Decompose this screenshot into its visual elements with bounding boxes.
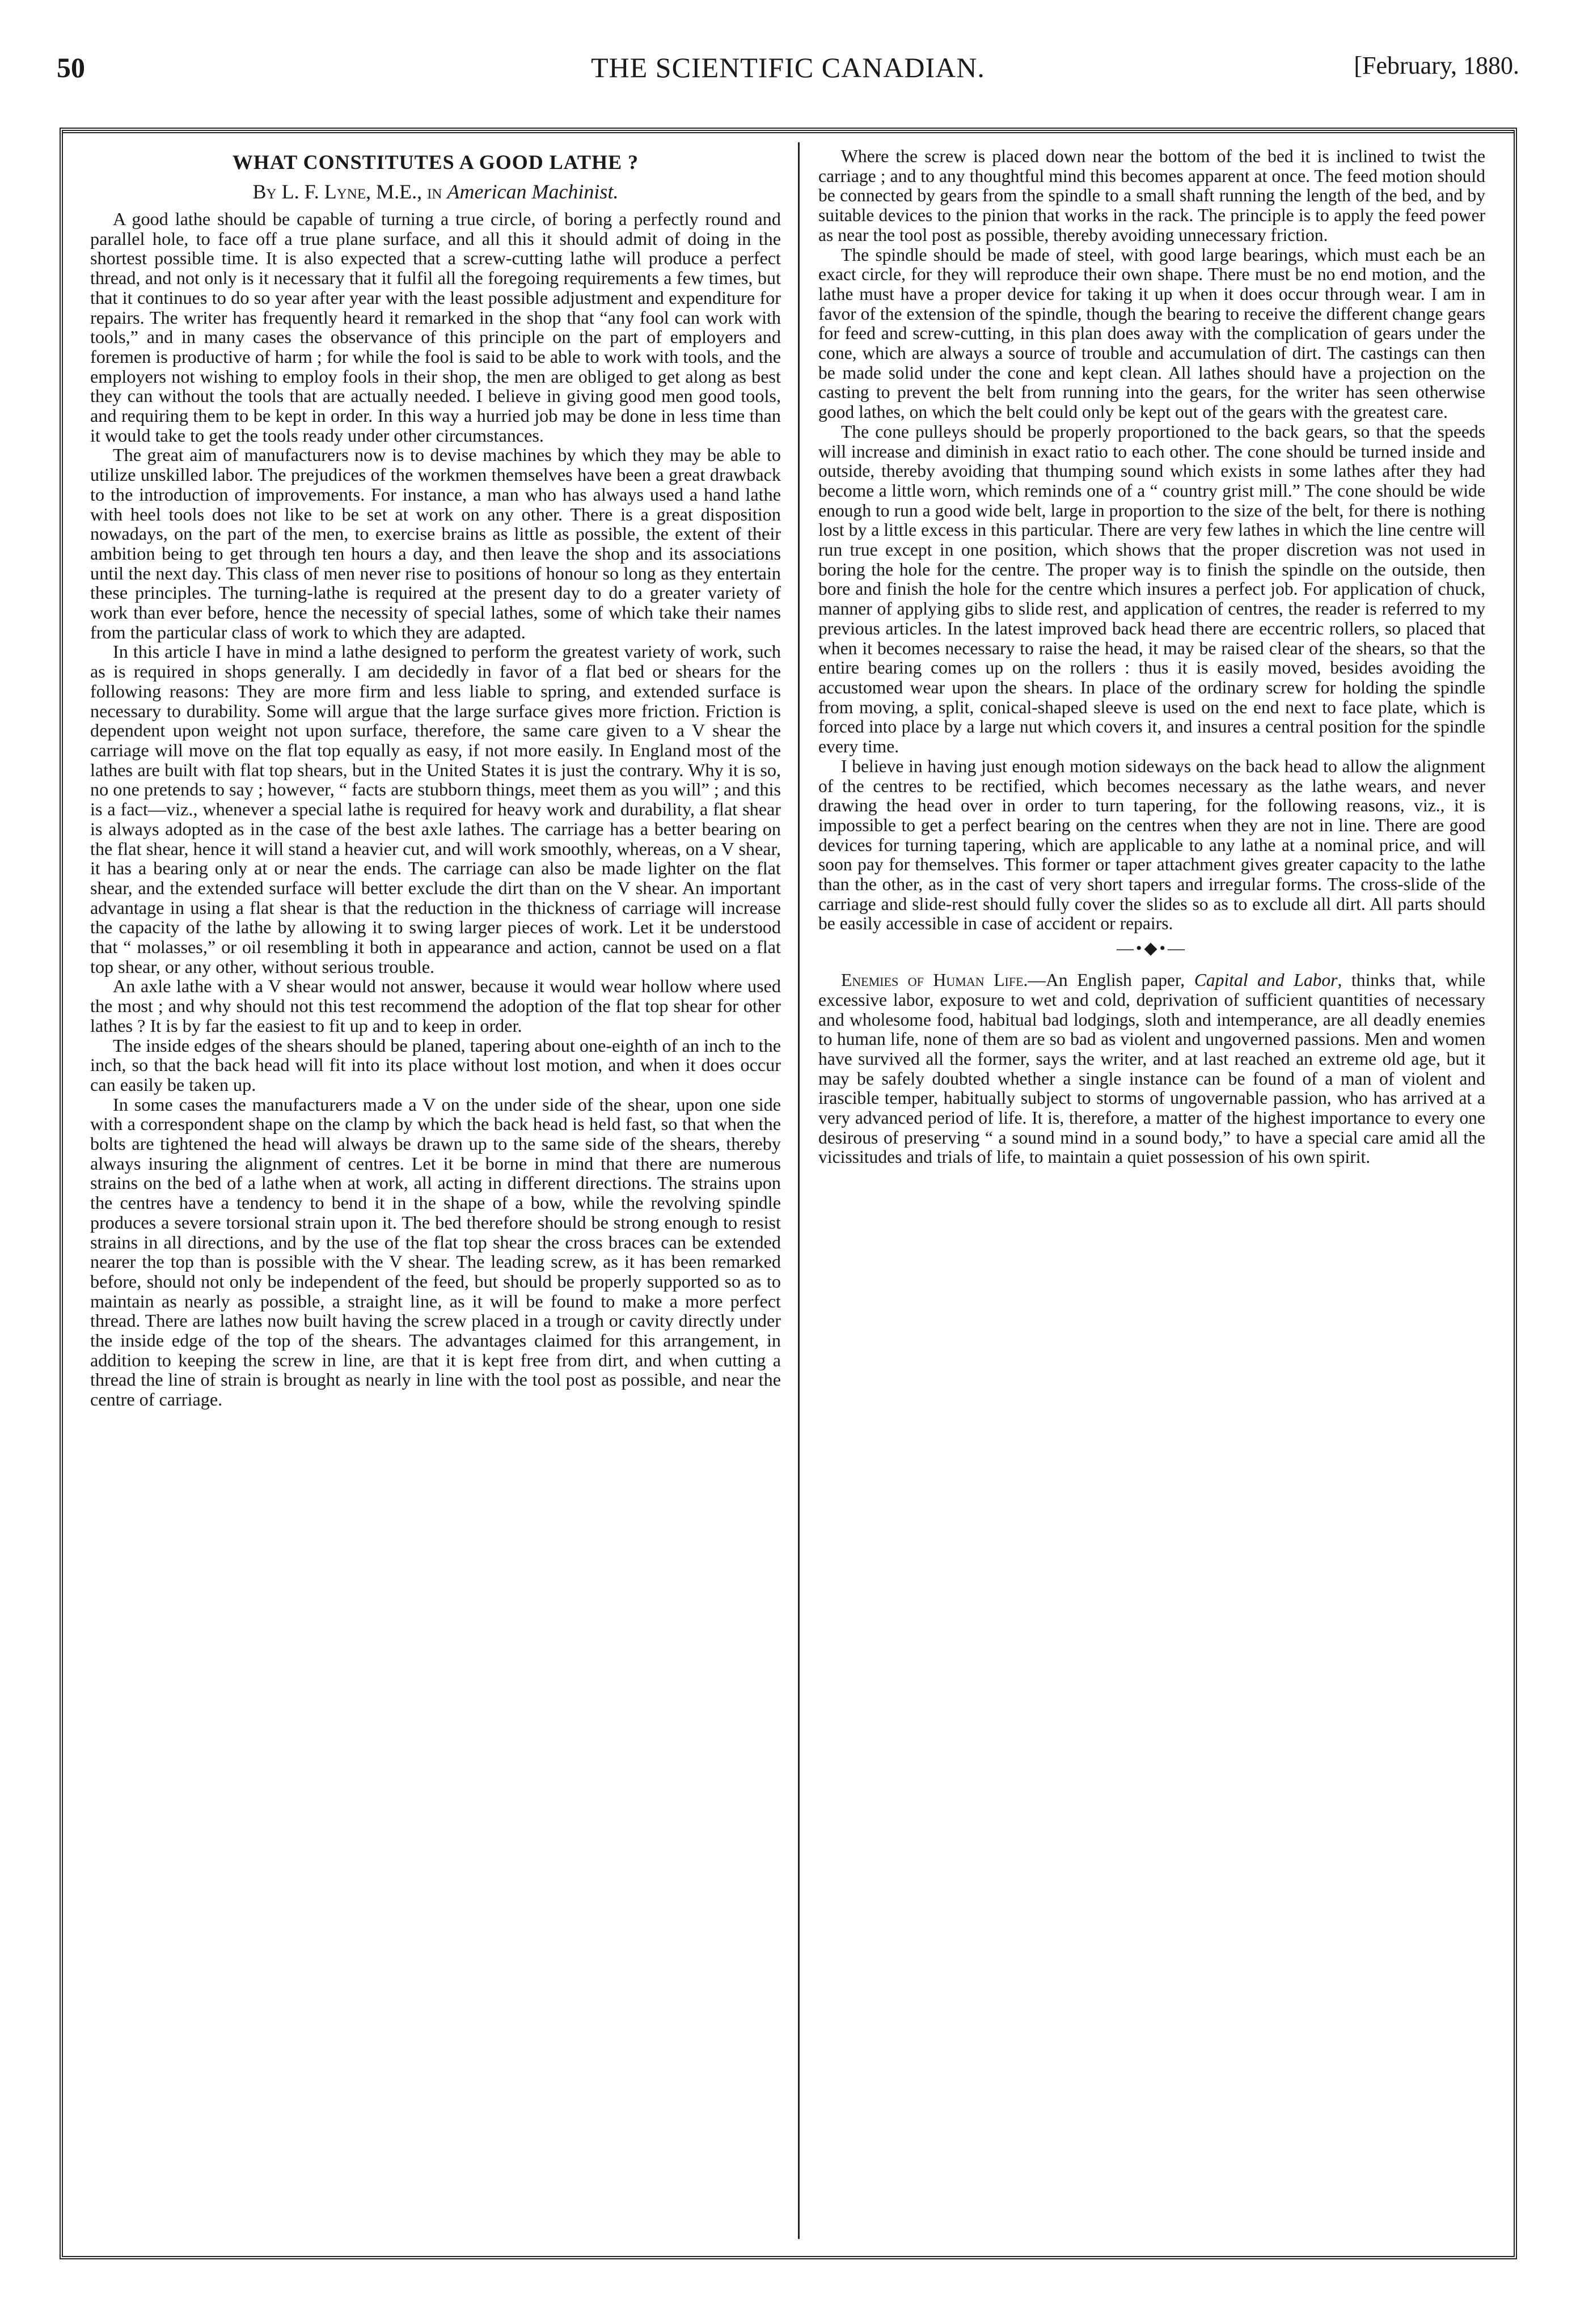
byline-source: American Machinist. [447,180,619,203]
article-paragraph: The spindle should be made of steel, with good large bearings, which must each be an exact circle, for they will reproduce their own shape. There must be no end motion, and the lathe must have a proper device for taking it up when it does occur through wear. I am in favor of the extension of the spindle, though the bearing to receive the different change gears for feed and screw-cutting, in this plan does away with the complication of gears under the cone, which are always a source of trouble and accumulation of dirt. The castings can then be made solid under the cone and kept clean. All lathes should have a projection on the casting to prevent the belt from running into the gears, for the writer has seen otherwise good lathes, on which the belt could only be kept out of the gears with the greatest care. [818,244,1485,422]
note-text-a: —An English paper, [1028,970,1185,990]
article-paragraph: The inside edges of the shears should be planed, tapering about one-eighth of an inch to the inch, so that the back head will fit into its place without lost motion, and when it does occur can easily be taken up. [90,1035,781,1095]
publication-title: THE SCIENTIFIC CANADIAN. [591,52,985,83]
article-title: WHAT CONSTITUTES A GOOD LATHE ? [232,151,639,173]
note-paragraph [818,971,1485,1167]
article-paragraph: Where the screw is placed down near the bottom of the bed it is inclined to twist the carriage ; and to any thoughtful mind this becomes apparent at once. The feed motion should be connected by gears from the spindle to a small shaft running the length of the bed, and by suitable devices to the pinion that works in the rack. The principle is to apply the feed power as near the tool post as possible, thereby avoiding unnecessary friction. [818,147,1485,245]
article-paragraph: I believe in having just enough motion sideways on the back head to allow the alignment of the centres to be rectified, which becomes necessary as the lathe wears, and never drawing the head over in order to turn tapering, for the following reasons, viz., it is impossible to get a perfect bearing on the centres when they are not in line. There are good devices for turning tapering, which are applicable to any lathe at a nominal price, and will soon pay for themselves. This former or taper attachment gives greater capacity to the lathe than the other, as in the cast of very short tapers and irregular forms. The cross-slide of the carriage and slide-rest should fully cover the slides so as to exclude all dirt. All parts should be easily accessible in case of accident or repairs. [818,756,1485,934]
article-paragraph: A good lathe should be capable of turning a true circle, of boring a perfectly round and parallel hole, to face off a true plane surface, and all this it should admit of doing in the shortest possible time. It is also expected that a screw-cutting lathe will produce a perfect thread, and not only is it necessary that it fulfil all the foregoing requirements a few times, but that it continues to do so year after year with the least possible adjustment and expenditure for repairs. The writer has frequently heard it remarked in the shop that “any fool can work with tools,” and in many cases the observance of this principle on the part of employers and foremen is productive of harm ; for while the fool is said to be able to work with tools, and the employers not wishing to employ fools in their shop, the men are obliged to get along as best they can without the tools that are actually needed. I believe in giving good men good tools, and requiring them to be kept in order. In this way a hurried job may be done in less time than it would take to get the tools ready under other circumstances. [90,209,781,446]
frame-rule [63,132,1514,133]
article-paragraph: The great aim of manufacturers now is to devise machines by which they may be able to utilize unskilled labor. The prejudices of the workmen themselves have been a great drawback to the introduction of improvements. For instance, a man who has always used a hand lathe with heel tools does not like to be set at work on any other. There is a great disposition nowadays, on the part of the men, to exercise brains as little as possible, the extent of their ambition being to get through ten hours a day, and then leave the shop and its associations until the next day. This class of men never rise to positions of honour so long as they entertain these principles. The turning-lathe is required at the present day to do a greater variety of work than ever before, hence the necessity of special lathes, some of which take their names from the particular class of work to which they are adapted. [90,445,781,642]
issue-date: [February, 1880. [1354,52,1519,79]
byline [90,180,781,204]
article-paragraph: An axle lathe with a V shear would not answer, because it would wear hollow where used the most ; and why should not this test recommend the adoption of the flat top shear for other lathes ? It is by far the easiest to fit up and to keep in order. [90,976,781,1036]
right-column [818,147,1485,2233]
page-number: 50 [57,52,85,83]
article-paragraph: The cone pulleys should be properly proportioned to the back gears, so that the speeds will increase and diminish in exact ratio to each other. The cone should be turned inside and outside, thereby avoiding that thumping sound which exists in some lathes after they had become a little worn, which reminds one of a “ country grist mill.” The cone should be wide enough to run a good wide belt, large in proportion to the size of the belt, for there is nothing lost by a little excess in this particular. There are very few lathes in which the line centre will run true except in one position, which shows that the proper discretion was not used in boring the hole for the centre. The proper way is to finish the spindle on the outside, then bore and finish the hole for the centre which insures a perfect job. For application of chuck, manner of applying gibs to slide rest, and application of centres, the reader is referred to my previous articles. In the latest improved back head there are eccentric rollers, so placed that when it becomes necessary to raise the head, it may be raised clear of the shears, so that the entire bearing comes up on the rollers : thus it is easily moved, besides avoiding the accustomed wear upon the shears. In place of the ordinary screw for holding the spindle from moving, a split, conical-shaped sleeve is used on the end next to face plate, which is forced into place by a large nut which covers it, and insures a central position for the spindle every time. [818,421,1485,757]
column-divider [798,142,800,2239]
section-separator: —•◆•— [1116,939,1188,958]
page-header [57,51,1519,113]
article-paragraph: In this article I have in mind a lathe designed to perform the greatest variety of work, such as is required in shops generally. I am decidedly in favor of a flat bed or shears for the following reasons: They are more firm and less liable to spring, and extended surface is necessary to durability. Some will argue that the large surface gives more friction. Friction is dependent upon weight not upon surface, therefore, the same care given to a V shear the carriage will move on the flat top equally as easy, if not more easily. In England most of the lathes are built with flat top shears, but in the United States it is just the contrary. Why it is so, no one pretends to say ; however, “ facts are stubborn things, meet them as you will” ; and this is a fact—viz., whenever a special lathe is required for heavy work and durability, a flat shear is always adopted as in the case of the best axle lathes. The carriage has a better bearing on the flat shear, hence it will stand a heavier cut, and will work smoothly, whereas, on a V shear, it has a bearing only at or near the ends. The carriage can also be made lighter on the flat shear, and the extended surface will better exclude the dirt than on the V shear. An important advantage in using a flat shear is that the reduction in the thickness of carriage will increase the capacity of the lathe by allowing it to swing larger pieces of work. Let it be understood that “ molasses,” or oil resembling it both in appearance and action, cannot be used on a flat top shear, or any other, without serious trouble. [90,641,781,977]
note-lead-in: Enemies of Human Life. [841,970,1028,990]
note-source: Capital and Labor [1194,970,1338,990]
byline-author: By L. F. Lyne, M.E., in [252,180,442,203]
note-text-b: , thinks that, while excessive labor, exposure to wet and cold, deprivation of sufficient quantities of necessary and wholesome food, habitual bad lodgings, sloth and intemperance, are all deadly enemies to human life, none of them are so bad as violent and ungoverned passions. Men and women have survived all the former, says the writer, and at last reached an extreme old age, but it may be safely doubted whether a single instance can be found of a man of violent and irascible temper, habitually subject to storms of ungovernable passion, who has arrived at a very advanced period of life. It is, therefore, a matter of the highest importance to every one desirous of preserving “ a sound mind in a sound body,” to have a special care amid all the vicissitudes and trials of life, to maintain a quiet possession of his own spirit. [818,970,1485,1167]
article-paragraph: In some cases the manufacturers made a V on the under side of the shear, upon one side with a correspondent shape on the clamp by which the back head is held fast, so that when the bolts are tightened the head will always be drawn up to the same side of the shears, thereby always insuring the alignment of centres. Let it be borne in mind that there are numerous strains on the bed of a lathe when at work, all acting in different directions. The strains upon the centres have a tendency to bend it in the shape of a bow, while the revolving spindle produces a severe torsional strain upon it. The bed therefore should be strong enough to resist strains in all directions, and by the use of the flat top shear the cross braces can be extended nearer the top than is possible with the V shear. The leading screw, as it has been remarked before, should not only be independent of the feed, but should be properly supported so as to maintain as nearly as possible, a straight line, as it will be found to make a more perfect thread. There are lathes now built having the screw placed in a trough or cavity directly under the inside edge of the top of the shears. The advantages claimed for this arrangement, in addition to keeping the screw in line, are that it is kept free from dirt, and when cutting a thread the line of strain is brought as nearly in line with the tool post as possible, and near the centre of carriage. [90,1094,781,1410]
left-column [90,147,781,2233]
page-frame [60,128,1517,2259]
